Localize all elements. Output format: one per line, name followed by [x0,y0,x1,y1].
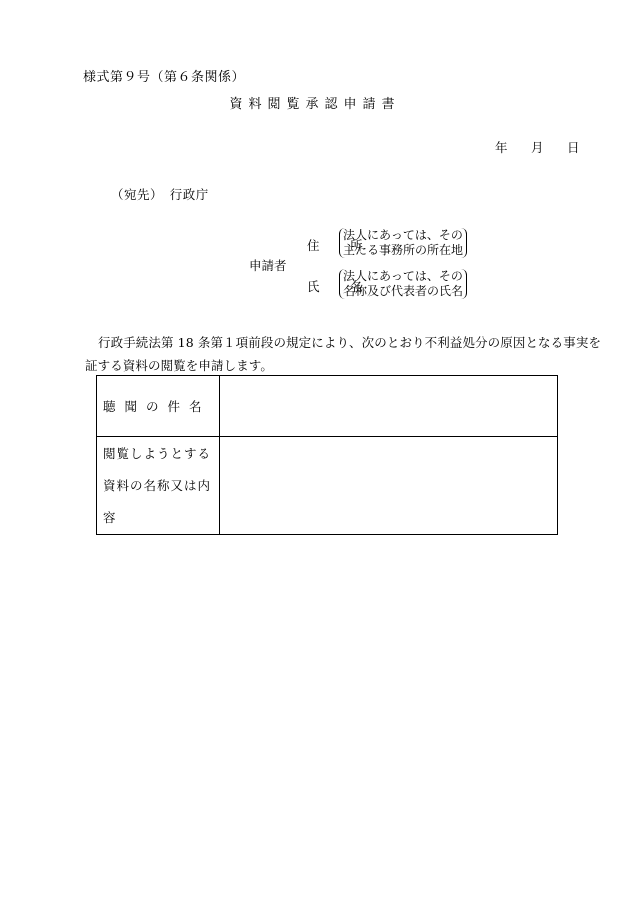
date-year-label: 年 [495,140,508,155]
address-note [339,228,467,258]
hearing-subject-field[interactable] [220,376,558,437]
name-label: 氏 名 [307,279,372,294]
date-day-label: 日 [567,140,580,155]
address-note-line: 法人にあっては、その [343,228,463,242]
material-field[interactable] [220,437,558,535]
name-note [339,269,467,299]
table-row [97,376,558,437]
material-label-line1: 閲覧しようとする [103,445,212,461]
name-note-line: 法人にあっては、その [343,269,463,283]
name-note-line: 名称及び代表者の氏名 [343,284,464,298]
addressee: （宛先） 行政庁 [111,187,209,202]
application-table [96,375,558,535]
date-month-label: 月 [531,140,544,155]
body-paragraph: 行政手続法第 18 条第１項前段の規定により、次のとおり不利益処分の原因となる事実を証する資料の閲覧を申請します。 [85,335,602,373]
table-row [97,437,558,535]
form-number: 様式第９号（第６条関係） [83,70,246,85]
applicant-label: 申請者 [249,258,287,273]
address-note-line: 主たる事務所の所在地 [343,243,464,257]
hearing-subject-label: 聴聞の件名 [97,376,220,437]
document-title: 資料閲覧承認申請書 [229,97,401,112]
material-label-line2: 資料の名称又は内容 [103,477,212,525]
material-label [97,437,220,535]
address-label: 住 所 [307,238,372,253]
